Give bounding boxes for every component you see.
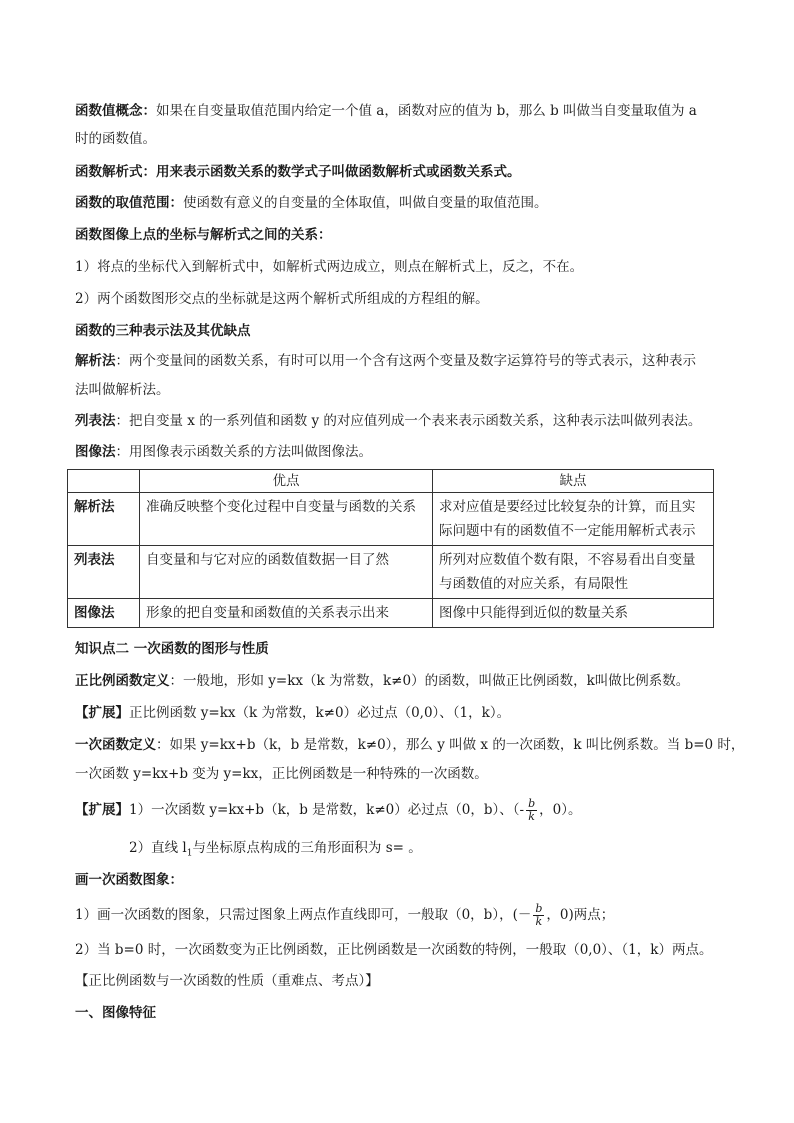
section-heading: 函数图像上点的坐标与解析式之间的关系： xyxy=(75,227,332,243)
con-cell: 图像中只能得到近似的数量关系 xyxy=(433,599,714,628)
extension-label: 【扩展】 xyxy=(75,705,129,721)
linear-function-definition xyxy=(75,736,744,754)
table-row xyxy=(68,599,714,628)
fraction-numerator: b xyxy=(528,797,536,810)
definition-text: ：两个变量间的函数关系，有时可以用一个含有这两个变量及数字运算符号的等式表示，这种表示 xyxy=(115,353,696,369)
term-label: 解析法 xyxy=(75,353,116,369)
neg-sign: － xyxy=(517,907,532,923)
function-value-concept xyxy=(75,102,697,120)
drawing-step-1 xyxy=(75,903,614,928)
function-expression-definition: 函数解析式：用来表示函数关系的数学式子叫做函数解析式或函数关系式。 xyxy=(75,164,521,180)
graph-method xyxy=(75,443,372,461)
extension-text: ，0）。 xyxy=(539,802,582,818)
term-label: 一次函数定义 xyxy=(75,737,156,753)
method-cell: 图像法 xyxy=(68,599,140,628)
drawing-step-2: 2）当 b=0 时，一次函数变为正比例函数，正比例函数是一次函数的特例，一般取（0,0）、（1，k）两点。 xyxy=(75,942,713,958)
rule-1: 1）将点的坐标代入到解析式中，如解析式两边成立，则点在解析式上，反之，不在。 xyxy=(75,259,584,275)
comparison-table xyxy=(67,469,714,628)
term-label: 正比例函数定义 xyxy=(75,673,170,689)
term-label: 函数值概念： xyxy=(75,103,156,119)
table-header-cell xyxy=(68,470,140,493)
step-text: ，0)两点； xyxy=(546,907,615,923)
table-header-row xyxy=(68,470,714,493)
step-text: 1）画一次函数的图象，只需过图象上两点作直线即可，一般取（0，b），( xyxy=(75,907,518,923)
extension-text: 1）一次函数 y=kx+b（k，b 是常数，k≠0）必过点（0，b）、（- xyxy=(129,802,525,818)
pro-cell: 自变量和与它对应的函数值数据一目了然 xyxy=(140,546,433,599)
definition-text: 使函数有意义的自变量的全体取值，叫做自变量的取值范围。 xyxy=(183,195,548,211)
fraction-numerator: b xyxy=(535,902,543,915)
fraction-b-over-k xyxy=(526,798,537,823)
subscript: 1 xyxy=(186,848,193,859)
con-cell: 所列对应数值个数有限，不容易看出自变量与函数值的对应关系，有局限性 xyxy=(433,546,714,599)
section-heading: 一、图像特征 xyxy=(75,1005,156,1021)
definition-text: ：如果 y=kx+b（k，b 是常数，k≠0），那么 y 叫做 x 的一次函数，k 叫比例系数。当 b=0 时， xyxy=(156,737,745,753)
linear-function-definition-cont: 一次函数 y=kx+b 变为 y=kx，正比例函数是一种特殊的一次函数。 xyxy=(75,766,488,782)
section-heading: 函数的三种表示法及其优缺点 xyxy=(75,323,251,339)
section-heading: 【正比例函数与一次函数的性质（重难点、考点）】 xyxy=(75,973,379,989)
rule-2: 2）两个函数图形交点的坐标就是这两个解析式所组成的方程组的解。 xyxy=(75,291,489,307)
proportional-function-definition xyxy=(75,672,689,690)
table-header-cell: 缺点 xyxy=(433,470,714,493)
triangle-text: 与坐标原点构成的三角形面积为 s= 。 xyxy=(192,840,422,856)
fraction-b-over-k xyxy=(533,903,544,928)
definition-text: 如果在自变量取值范围内给定一个值 a，函数对应的值为 b，那么 b 叫做当自变量取值为 a xyxy=(156,103,697,119)
table-header-cell: 优点 xyxy=(140,470,433,493)
table-method xyxy=(75,412,701,430)
con-cell: 求对应值是要经过比较复杂的计算，而且实际问题中有的函数值不一定能用解析式表示 xyxy=(433,493,714,546)
definition-text: ：一般地，形如 y=kx（k 为常数，k≠0）的函数，叫做正比例函数，k叫做比例系数。 xyxy=(169,673,690,689)
term-label: 列表法 xyxy=(75,413,116,429)
analytic-method xyxy=(75,352,696,370)
analytic-method-cont: 法叫做解析法。 xyxy=(75,382,170,398)
extension-note xyxy=(75,798,581,823)
knowledge-point-title: 知识点二 一次函数的图形与性质 xyxy=(75,641,269,657)
function-domain-definition xyxy=(75,194,548,212)
triangle-area-note xyxy=(129,839,422,863)
fraction-denominator: k xyxy=(528,810,535,823)
pro-cell: 形象的把自变量和函数值的关系表示出来 xyxy=(140,599,433,628)
table-row xyxy=(68,493,714,546)
extension-note xyxy=(75,704,510,722)
definition-text: ：用图像表示函数关系的方法叫做图像法。 xyxy=(115,444,372,460)
fraction-denominator: k xyxy=(535,915,543,928)
term-label: 图像法 xyxy=(75,444,116,460)
method-cell: 解析法 xyxy=(68,493,140,546)
pro-cell: 准确反映整个变化过程中自变量与函数的关系 xyxy=(140,493,433,546)
method-cell: 列表法 xyxy=(68,546,140,599)
extension-text: 正比例函数 y=kx（k 为常数，k≠0）必过点（0,0）、（1，k）。 xyxy=(129,705,511,721)
function-value-concept-cont: 时的函数值。 xyxy=(75,131,156,147)
extension-label: 【扩展】 xyxy=(75,802,129,818)
table-row xyxy=(68,546,714,599)
term-label: 函数的取值范围： xyxy=(75,195,183,211)
definition-text: ：把自变量 x 的一系列值和函数 y 的对应值列成一个表来表示函数关系，这种表示法叫做列表法。 xyxy=(115,413,702,429)
section-heading: 画一次函数图象： xyxy=(75,872,183,888)
triangle-text: 2）直线 l xyxy=(129,840,187,856)
